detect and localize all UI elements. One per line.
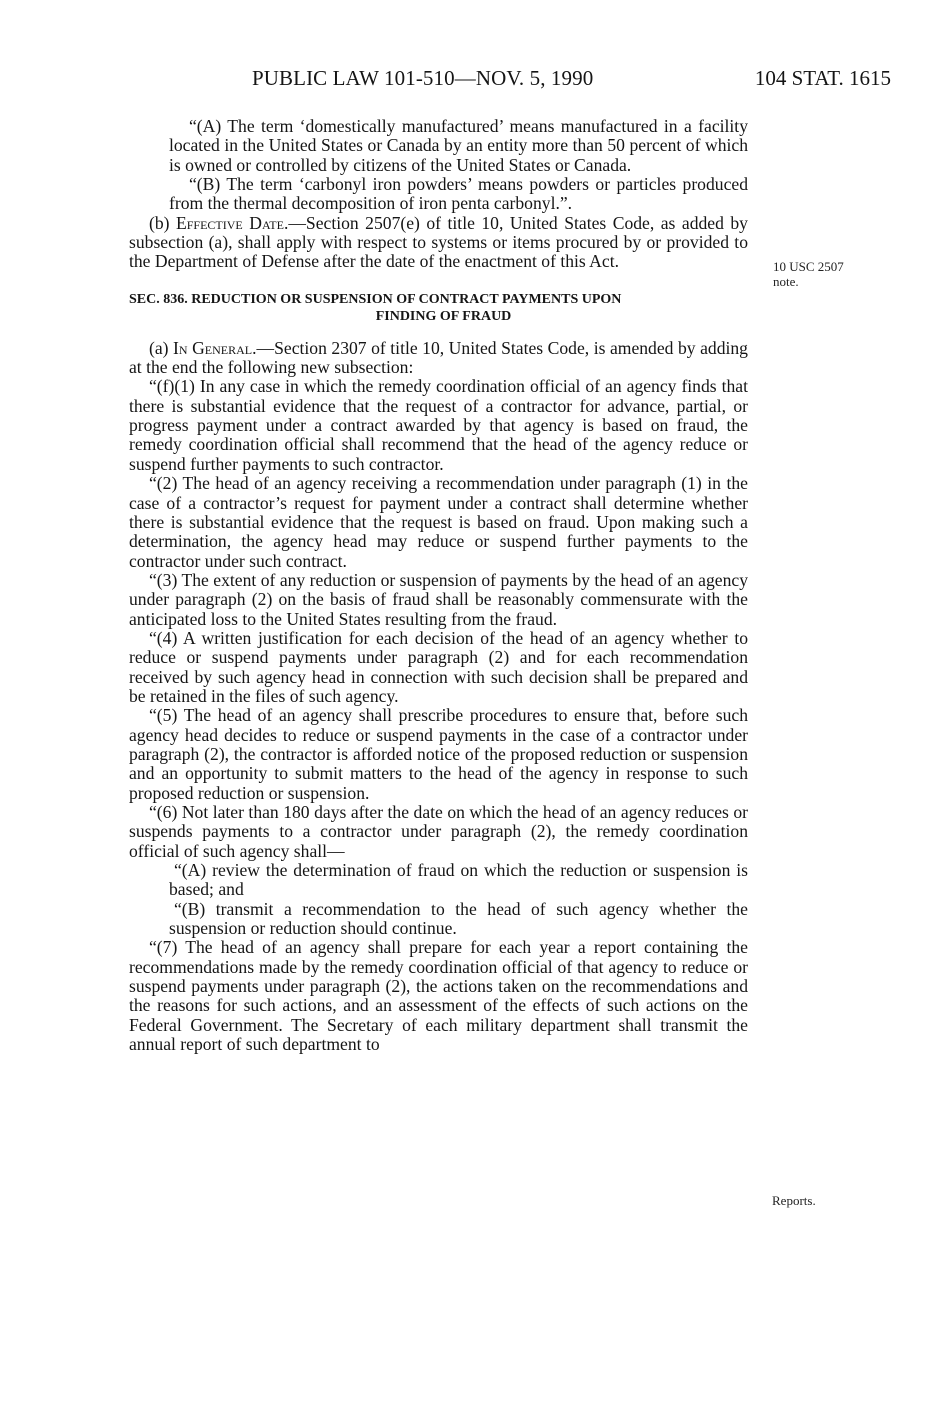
in-general-label: (a)	[149, 337, 174, 358]
effective-date-text: .—Section 2507(e) of title 10, United States Code, as added by subsection (a), shall apply with respect to systems or items procured by or provided to the Department of Defense after the date of the enactment of this Act.	[129, 212, 748, 272]
effective-date-label: (b)	[149, 212, 176, 233]
body-text-column	[129, 117, 748, 1054]
paragraph-6a: “(A) review the determination of fraud on which the reduction or suspension is based; and	[169, 860, 748, 900]
page-header	[129, 66, 891, 100]
paragraph-f1: “(f)(1) In any case in which the remedy coordination official of an agency finds that there is substantial evidence that the request of a contractor for advance, partial, or progress payment under a contract awarded by that agency is based on fraud, the remedy coordination official shall recommend that the head of the agency reduce or suspend further payments to such contractor.	[129, 376, 748, 474]
margin-note-usc	[773, 259, 844, 289]
margin-note-usc-line1: 10 USC 2507	[773, 259, 844, 274]
effective-date-heading: Effective Date	[176, 212, 284, 233]
section-heading-line1: SEC. 836. REDUCTION OR SUSPENSION OF CONTRACT PAYMENTS UPON	[129, 291, 622, 307]
effective-date-paragraph	[129, 214, 748, 272]
in-general-heading: In General	[173, 337, 253, 358]
paragraph-7: “(7) The head of an agency shall prepare for each year a report containing the recommendations made by the remedy coordination official of that agency to reduce or suspend payments under paragraph (2), the actions taken on the recommendations and the reasons for such actions, and an assessment of the effects of such actions on the Federal Government. The Secretary of each military department shall transmit the annual report of such department to	[129, 937, 748, 1055]
section-heading	[129, 291, 748, 325]
section-heading-line2: FINDING OF FRAUD	[375, 308, 512, 324]
in-general-paragraph	[129, 339, 748, 378]
paragraph-2: “(2) The head of an agency receiving a recommendation under paragraph (1) in the case of a contractor’s request for payment under a contract shall determine whether there is substantial evidence that the request is based on fraud. Upon making such a determination, the agency head may reduce or suspend further payments to the contractor under such contract.	[129, 473, 748, 571]
paragraph-3: “(3) The extent of any reduction or suspension of payments by the head of an agency under paragraph (2) on the basis of fraud shall be reasonably commensurate with the anticipated loss to the United States resulting from the fraud.	[129, 569, 748, 629]
paragraph-6b: “(B) transmit a recommendation to the head of such agency whether the suspension or reduction should continue.	[169, 898, 748, 939]
in-general-text: .—Section 2307 of title 10, United States Code, is amended by adding at the end the following new subsection:	[129, 337, 748, 378]
paragraph-5: “(5) The head of an agency shall prescribe procedures to ensure that, before such agency head decides to reduce or suspend payments in the case of a contractor under paragraph (2), the contractor is afforded notice of the proposed reduction or suspension and an opportunity to submit matters to the head of the agency in response to such proposed reduction or suspension.	[129, 705, 748, 803]
running-head-title: PUBLIC LAW 101-510—NOV. 5, 1990	[252, 66, 594, 90]
margin-note-usc-line2: note.	[773, 274, 799, 289]
margin-note-reports: Reports.	[772, 1193, 816, 1208]
paragraph-a-definition: “(A) The term ‘domestically manufactured’ means manufactured in a facility located in the United States or Canada by an entity more than 50 percent of which is owned or controlled by citizens of the United States or Canada.	[169, 116, 748, 175]
paragraph-6: “(6) Not later than 180 days after the date on which the head of an agency reduces or suspends payments to a contractor under paragraph (2), the remedy coordination official of such agency shall—	[129, 802, 748, 861]
paragraph-b-definition: “(B) The term ‘carbonyl iron powders’ means powders or particles produced from the thermal decomposition of iron penta carbonyl.”.	[169, 174, 748, 214]
statute-page-number: 104 STAT. 1615	[754, 66, 891, 90]
paragraph-4: “(4) A written justification for each decision of the head of an agency whether to reduce or suspend payments under paragraph (2) and for each recommendation received by such agency head in connection with such decision shall be prepared and be retained in the files of such agency.	[129, 627, 748, 706]
